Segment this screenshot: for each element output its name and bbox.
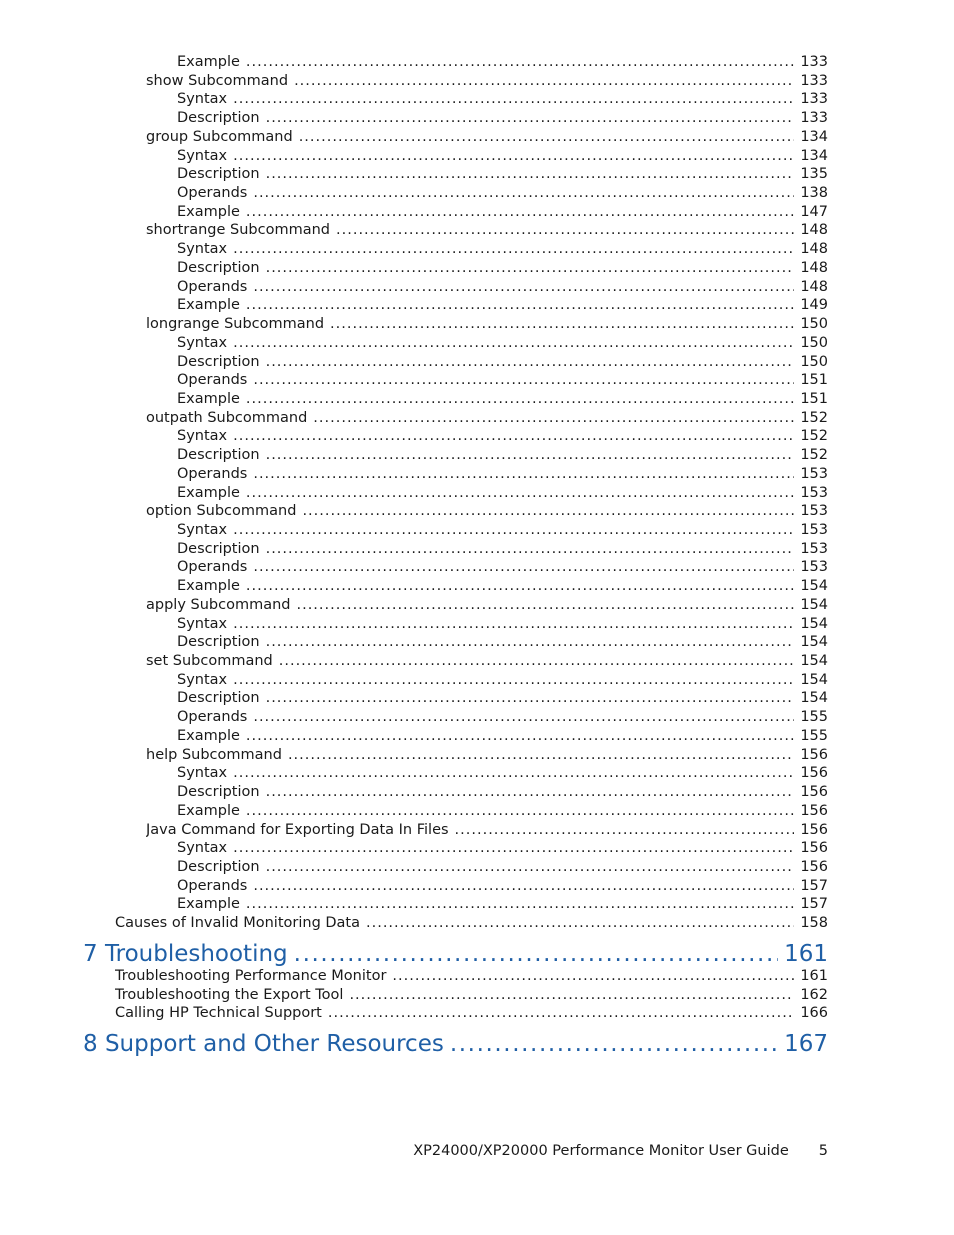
dot-leader [253, 878, 794, 894]
toc-entry[interactable] [146, 503, 828, 522]
dot-leader [233, 91, 794, 107]
toc-entry-page: 156 [800, 784, 828, 801]
toc-entry-title: Syntax [177, 91, 228, 108]
toc-entry-title: Calling HP Technical Support [115, 1005, 322, 1022]
dot-leader [246, 204, 794, 220]
dot-leader [253, 559, 794, 575]
toc-entry-page: 149 [800, 297, 828, 314]
footer-page-number: 5 [818, 1143, 828, 1159]
toc-entry[interactable] [177, 204, 828, 223]
dot-leader [246, 803, 794, 819]
toc-entry[interactable] [115, 987, 828, 1006]
toc-entry-page: 153 [800, 484, 828, 501]
dot-leader [302, 503, 794, 519]
toc-entry-title: Syntax [177, 671, 228, 688]
dot-leader [253, 185, 794, 201]
toc-entry-page: 134 [800, 128, 828, 145]
dot-leader [246, 485, 794, 501]
toc-entry-title: Description [177, 166, 260, 183]
toc-entry-title: Description [177, 353, 260, 370]
toc-entry[interactable] [177, 634, 828, 653]
toc-entry-page: 153 [800, 540, 828, 557]
toc-entry-page: 150 [800, 316, 828, 333]
dot-leader [336, 222, 794, 238]
toc-entry[interactable] [177, 485, 828, 504]
toc-entry[interactable] [146, 316, 828, 335]
toc-entry-title: 7 Troubleshooting [83, 940, 288, 967]
toc-entry[interactable] [146, 653, 828, 672]
toc-entry-title: group Subcommand [146, 128, 293, 145]
toc-entry[interactable] [177, 297, 828, 316]
toc-entry[interactable] [177, 765, 828, 784]
toc-entry-page: 138 [800, 185, 828, 202]
toc-entry-page: 133 [800, 72, 828, 89]
toc-entry-page: 154 [800, 615, 828, 632]
toc-entry[interactable] [177, 840, 828, 859]
toc-entry-page: 150 [800, 353, 828, 370]
toc-entry-title: Syntax [177, 615, 228, 632]
toc-entry[interactable] [177, 241, 828, 260]
toc-entry-page: 147 [800, 203, 828, 220]
toc-entry[interactable] [177, 522, 828, 541]
toc-entry-title: Operands [177, 278, 248, 295]
toc-entry-title: Description [177, 447, 260, 464]
toc-entry-page: 135 [800, 166, 828, 183]
toc-entry-page: 167 [784, 1031, 828, 1057]
toc-entry[interactable] [177, 578, 828, 597]
dot-leader [246, 578, 794, 594]
dot-leader [233, 241, 794, 257]
toc-entry-title: Example [177, 390, 240, 407]
toc-entry-title: Syntax [177, 522, 228, 538]
toc-entry-title: 8 Support and Other Resources [83, 1031, 444, 1057]
footer-guide-title: XP24000/XP20000 Performance Monitor User Guide [413, 1143, 789, 1159]
toc-entry-title: Operands [177, 465, 248, 482]
toc-entry-page: 156 [800, 802, 828, 819]
toc-entry-title: shortrange Subcommand [146, 222, 331, 239]
toc-entry-page: 152 [800, 409, 828, 426]
dot-leader [233, 428, 794, 444]
dot-leader [266, 110, 795, 126]
toc-entry-page: 153 [800, 503, 828, 520]
toc-entry-page: 148 [800, 222, 828, 239]
toc-entry-page: 148 [800, 278, 828, 295]
toc-entry-title: Operands [177, 877, 248, 894]
toc-entry[interactable] [177, 541, 828, 560]
toc-entry[interactable] [177, 54, 828, 73]
page-footer [300, 1143, 828, 1159]
toc-entry-title: Description [177, 858, 260, 875]
toc-entry[interactable] [177, 896, 828, 915]
toc-entry-title: Syntax [177, 765, 228, 782]
toc-entry[interactable] [177, 859, 828, 878]
toc-entry-page: 155 [800, 709, 828, 726]
toc-entry-page: 150 [800, 334, 828, 351]
toc-entry-page: 154 [800, 578, 828, 595]
toc-entry-title: Syntax [177, 241, 228, 258]
toc-entry[interactable] [177, 354, 828, 373]
toc-entry[interactable] [177, 878, 828, 897]
toc-entry-page: 148 [800, 241, 828, 258]
toc-entry-title: Example [177, 203, 240, 220]
toc-entry-page: 156 [800, 821, 828, 838]
toc-entry-page: 152 [800, 447, 828, 464]
toc-entry-page: 148 [800, 259, 828, 276]
toc-entry[interactable] [177, 91, 828, 110]
toc-entry-page: 133 [800, 110, 828, 127]
toc-entry-title: Description [177, 690, 260, 707]
toc-entry[interactable] [177, 335, 828, 354]
toc-entry-page: 157 [800, 896, 828, 913]
dot-leader [288, 747, 794, 763]
dot-leader [313, 410, 794, 426]
dot-leader [253, 709, 794, 725]
dot-leader [233, 522, 794, 538]
dot-leader [266, 784, 795, 800]
toc-entry-title: set Subcommand [146, 653, 273, 670]
toc-entry[interactable] [146, 222, 828, 241]
toc-entry-page: 153 [800, 522, 828, 538]
dot-leader [266, 260, 795, 276]
toc-entry-title: Description [177, 784, 260, 801]
toc-entry-page: 133 [800, 54, 828, 70]
toc-entry-page: 155 [800, 727, 828, 744]
toc-entry-title: Syntax [177, 334, 228, 351]
toc-entry-page: 166 [800, 1005, 828, 1022]
toc-entry-page: 156 [800, 765, 828, 782]
dot-leader [349, 987, 794, 1003]
dot-leader [299, 129, 795, 145]
toc-entry[interactable] [177, 391, 828, 410]
toc-entry[interactable] [177, 616, 828, 635]
toc-entry[interactable] [177, 428, 828, 447]
toc-entry-title: Causes of Invalid Monitoring Data [115, 915, 360, 932]
toc-entry[interactable] [177, 672, 828, 691]
toc-entry-title: Troubleshooting Performance Monitor [115, 967, 387, 984]
toc-entry[interactable] [177, 279, 828, 298]
toc-entry-page: 161 [800, 967, 828, 984]
dot-leader [233, 616, 794, 632]
toc-entry-page: 153 [800, 465, 828, 482]
toc-entry-page: 162 [800, 986, 828, 1003]
dot-leader [266, 859, 795, 875]
dot-leader [233, 840, 794, 856]
toc-entry-title: Operands [177, 709, 248, 726]
toc-entry[interactable] [146, 597, 828, 616]
toc-entry-page: 157 [800, 877, 828, 894]
dot-leader [266, 634, 795, 650]
toc-entry-title: Operands [177, 372, 248, 389]
toc-entry-page: 156 [800, 746, 828, 763]
dot-leader [253, 279, 794, 295]
toc-entry[interactable] [177, 447, 828, 466]
dot-leader [233, 335, 794, 351]
dot-leader [246, 391, 794, 407]
toc-entry[interactable] [177, 728, 828, 747]
toc-entry-title: Description [177, 634, 260, 651]
toc-entry[interactable] [177, 185, 828, 204]
toc-entry[interactable] [177, 148, 828, 167]
dot-leader [328, 1005, 794, 1021]
toc-entry-page: 152 [800, 428, 828, 445]
toc-entry[interactable] [146, 822, 828, 841]
dot-leader [266, 166, 795, 182]
dot-leader [233, 672, 794, 688]
toc-entry-page: 151 [800, 372, 828, 389]
toc-entry-title: Example [177, 484, 240, 501]
toc-entry[interactable] [177, 110, 828, 129]
dot-leader [450, 1031, 778, 1057]
toc-entry-title: show Subcommand [146, 72, 289, 89]
dot-leader [296, 597, 794, 613]
toc-entry-title: apply Subcommand [146, 596, 291, 613]
dot-leader [266, 447, 795, 463]
toc-entry[interactable] [146, 73, 828, 92]
toc-entry-title: Troubleshooting the Export Tool [115, 986, 344, 1003]
toc-entry[interactable] [115, 968, 828, 987]
toc-entry-title: outpath Subcommand [146, 409, 308, 426]
toc-entry-page: 151 [800, 390, 828, 407]
dot-leader [246, 54, 794, 70]
dot-leader [266, 541, 795, 557]
toc-entry-page: 154 [800, 671, 828, 688]
dot-leader [246, 896, 794, 912]
toc-entry[interactable] [177, 803, 828, 822]
toc-entry[interactable] [177, 372, 828, 391]
toc-entry[interactable] [177, 784, 828, 803]
toc-entry-title: Syntax [177, 147, 228, 164]
toc-entry[interactable] [177, 260, 828, 279]
toc-entry[interactable] [146, 410, 828, 429]
toc-entry-page: 133 [800, 91, 828, 108]
toc-entry[interactable] [115, 915, 828, 934]
dot-leader [366, 915, 794, 931]
toc-entry-page: 153 [800, 559, 828, 576]
toc-entry[interactable] [177, 690, 828, 709]
toc-entry-page: 156 [800, 840, 828, 857]
dot-leader [233, 765, 794, 781]
toc-entry-title: Example [177, 297, 240, 314]
toc-entry-title: Description [177, 540, 260, 557]
toc-entry-title: Description [177, 259, 260, 276]
toc-chapter-entry[interactable] [83, 1031, 828, 1061]
toc-entry[interactable] [177, 709, 828, 728]
toc-entry-page: 154 [800, 596, 828, 613]
dot-leader [455, 822, 795, 838]
toc-entry-title: Description [177, 110, 260, 127]
toc-entry-title: Example [177, 896, 240, 913]
dot-leader [246, 297, 794, 313]
toc-entry-page: 156 [800, 858, 828, 875]
toc-entry[interactable] [146, 129, 828, 148]
toc-entry[interactable] [115, 1005, 828, 1024]
dot-leader [266, 354, 795, 370]
toc-entry-title: longrange Subcommand [146, 316, 325, 333]
toc-entry-title: help Subcommand [146, 746, 282, 763]
toc-entry[interactable] [177, 466, 828, 485]
toc-entry-title: Example [177, 727, 240, 744]
toc-entry[interactable] [146, 747, 828, 766]
toc-entry-title: Example [177, 578, 240, 595]
toc-entry-title: Example [177, 802, 240, 819]
dot-leader [294, 941, 778, 967]
toc-entry-title: Syntax [177, 428, 228, 445]
toc-entry-page: 161 [784, 940, 828, 967]
toc-entry-title: Operands [177, 559, 248, 576]
toc-entry-title: option Subcommand [146, 503, 297, 520]
dot-leader [279, 653, 795, 669]
toc-chapter-entry[interactable] [83, 941, 828, 971]
toc-entry-page: 154 [800, 690, 828, 707]
toc-entry[interactable] [177, 559, 828, 578]
dot-leader [246, 728, 794, 744]
dot-leader [253, 466, 794, 482]
toc-entry-page: 158 [800, 915, 828, 932]
toc-entry[interactable] [177, 166, 828, 185]
dot-leader [392, 968, 794, 984]
toc-entry-title: Example [177, 54, 240, 70]
dot-leader [330, 316, 794, 332]
dot-leader [294, 73, 794, 89]
toc-entry-page: 134 [800, 147, 828, 164]
dot-leader [253, 372, 794, 388]
toc-entry-page: 154 [800, 653, 828, 670]
toc-entry-title: Syntax [177, 840, 228, 857]
toc-entry-title: Java Command for Exporting Data In Files [146, 821, 449, 838]
dot-leader [233, 148, 794, 164]
dot-leader [266, 690, 795, 706]
toc-entry-title: Operands [177, 185, 248, 202]
toc-entry-page: 154 [800, 634, 828, 651]
